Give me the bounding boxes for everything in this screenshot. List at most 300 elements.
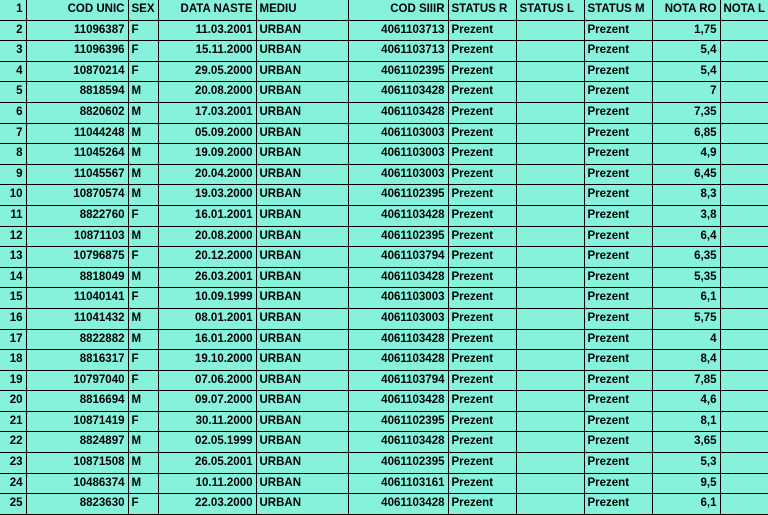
cell-status_l[interactable] <box>516 102 584 123</box>
cell-status_m[interactable]: Prezent <box>584 41 652 62</box>
cell-status_m[interactable]: Prezent <box>584 308 652 329</box>
cell-status_r[interactable]: Prezent <box>448 391 516 412</box>
table-row[interactable] <box>0 411 768 432</box>
cell-cod_siiir[interactable]: 4061102395 <box>348 61 448 82</box>
table-row[interactable] <box>0 20 768 41</box>
cell-data_nasterii[interactable]: 02.05.1999 <box>158 432 256 453</box>
cell-nota_l[interactable] <box>720 432 768 453</box>
cell-mediu[interactable]: URBAN <box>256 82 348 103</box>
cell-status_m[interactable]: Prezent <box>584 329 652 350</box>
cell-cod_unic[interactable]: 8822882 <box>26 329 128 350</box>
row-number[interactable]: 24 <box>0 473 26 494</box>
cell-sex[interactable]: M <box>128 123 158 144</box>
row-number-header[interactable]: 1 <box>0 0 26 20</box>
cell-cod_unic[interactable]: 10486374 <box>26 473 128 494</box>
cell-cod_unic[interactable]: 10870574 <box>26 185 128 206</box>
cell-cod_unic[interactable]: 11045264 <box>26 144 128 165</box>
cell-mediu[interactable]: URBAN <box>256 144 348 165</box>
cell-cod_siiir[interactable]: 4061103003 <box>348 123 448 144</box>
cell-status_m[interactable]: Prezent <box>584 288 652 309</box>
cell-status_l[interactable] <box>516 205 584 226</box>
cell-nota_l[interactable] <box>720 61 768 82</box>
table-row[interactable] <box>0 391 768 412</box>
cell-sex[interactable]: F <box>128 350 158 371</box>
cell-sex[interactable]: F <box>128 41 158 62</box>
cell-status_m[interactable]: Prezent <box>584 144 652 165</box>
cell-cod_unic[interactable]: 8820602 <box>26 102 128 123</box>
table-row[interactable] <box>0 370 768 391</box>
row-number[interactable]: 22 <box>0 432 26 453</box>
cell-status_r[interactable]: Prezent <box>448 453 516 474</box>
cell-status_r[interactable]: Prezent <box>448 247 516 268</box>
cell-data_nasterii[interactable]: 15.11.2000 <box>158 41 256 62</box>
cell-nota_l[interactable] <box>720 391 768 412</box>
cell-mediu[interactable]: URBAN <box>256 370 348 391</box>
cell-cod_siiir[interactable]: 4061103428 <box>348 391 448 412</box>
column-header-mediu[interactable]: MEDIU <box>256 0 348 20</box>
cell-status_r[interactable]: Prezent <box>448 473 516 494</box>
row-number[interactable]: 17 <box>0 329 26 350</box>
cell-nota_l[interactable] <box>720 185 768 206</box>
cell-data_nasterii[interactable]: 10.09.1999 <box>158 288 256 309</box>
cell-nota_l[interactable] <box>720 102 768 123</box>
cell-status_r[interactable]: Prezent <box>448 329 516 350</box>
cell-mediu[interactable]: URBAN <box>256 329 348 350</box>
cell-status_m[interactable]: Prezent <box>584 185 652 206</box>
cell-status_r[interactable]: Prezent <box>448 308 516 329</box>
cell-status_r[interactable]: Prezent <box>448 370 516 391</box>
cell-nota_l[interactable] <box>720 453 768 474</box>
cell-cod_siiir[interactable]: 4061103003 <box>348 308 448 329</box>
cell-status_m[interactable]: Prezent <box>584 391 652 412</box>
cell-sex[interactable]: M <box>128 82 158 103</box>
cell-status_l[interactable] <box>516 432 584 453</box>
cell-cod_siiir[interactable]: 4061103428 <box>348 494 448 515</box>
cell-cod_unic[interactable]: 10871508 <box>26 453 128 474</box>
cell-cod_siiir[interactable]: 4061102395 <box>348 453 448 474</box>
cell-sex[interactable]: M <box>128 102 158 123</box>
cell-nota_ro[interactable]: 8,3 <box>652 185 720 206</box>
cell-status_m[interactable]: Prezent <box>584 453 652 474</box>
cell-nota_ro[interactable]: 6,1 <box>652 494 720 515</box>
cell-status_l[interactable] <box>516 411 584 432</box>
cell-cod_siiir[interactable]: 4061103428 <box>348 82 448 103</box>
cell-cod_siiir[interactable]: 4061102395 <box>348 185 448 206</box>
cell-data_nasterii[interactable]: 20.08.2000 <box>158 226 256 247</box>
cell-status_r[interactable]: Prezent <box>448 102 516 123</box>
cell-sex[interactable]: M <box>128 329 158 350</box>
cell-status_r[interactable]: Prezent <box>448 494 516 515</box>
cell-nota_l[interactable] <box>720 411 768 432</box>
table-row[interactable] <box>0 164 768 185</box>
table-row[interactable] <box>0 494 768 515</box>
cell-sex[interactable]: M <box>128 185 158 206</box>
cell-status_r[interactable]: Prezent <box>448 411 516 432</box>
cell-status_l[interactable] <box>516 185 584 206</box>
cell-cod_unic[interactable]: 8823630 <box>26 494 128 515</box>
table-row[interactable] <box>0 267 768 288</box>
cell-data_nasterii[interactable]: 05.09.2000 <box>158 123 256 144</box>
cell-status_l[interactable] <box>516 453 584 474</box>
table-row[interactable] <box>0 61 768 82</box>
row-number[interactable]: 16 <box>0 308 26 329</box>
table-row[interactable] <box>0 82 768 103</box>
cell-sex[interactable]: M <box>128 226 158 247</box>
cell-nota_l[interactable] <box>720 226 768 247</box>
column-header-row <box>0 0 768 20</box>
cell-cod_unic[interactable]: 10870214 <box>26 61 128 82</box>
cell-status_l[interactable] <box>516 370 584 391</box>
cell-status_m[interactable]: Prezent <box>584 123 652 144</box>
cell-mediu[interactable]: URBAN <box>256 226 348 247</box>
cell-status_r[interactable]: Prezent <box>448 350 516 371</box>
cell-sex[interactable]: M <box>128 164 158 185</box>
cell-data_nasterii[interactable]: 07.06.2000 <box>158 370 256 391</box>
cell-nota_l[interactable] <box>720 370 768 391</box>
row-number[interactable]: 8 <box>0 144 26 165</box>
cell-status_m[interactable]: Prezent <box>584 82 652 103</box>
table-row[interactable] <box>0 329 768 350</box>
cell-status_l[interactable] <box>516 308 584 329</box>
cell-data_nasterii[interactable]: 20.12.2000 <box>158 247 256 268</box>
cell-nota_ro[interactable]: 6,4 <box>652 226 720 247</box>
row-number[interactable]: 19 <box>0 370 26 391</box>
cell-nota_l[interactable] <box>720 329 768 350</box>
cell-cod_siiir[interactable]: 4061103003 <box>348 288 448 309</box>
cell-data_nasterii[interactable]: 16.01.2000 <box>158 329 256 350</box>
cell-mediu[interactable]: URBAN <box>256 102 348 123</box>
cell-cod_siiir[interactable]: 4061103161 <box>348 473 448 494</box>
cell-nota_ro[interactable]: 3,65 <box>652 432 720 453</box>
cell-data_nasterii[interactable]: 26.03.2001 <box>158 267 256 288</box>
cell-nota_ro[interactable]: 6,45 <box>652 164 720 185</box>
cell-cod_unic[interactable]: 11096387 <box>26 20 128 41</box>
cell-status_m[interactable]: Prezent <box>584 20 652 41</box>
cell-cod_unic[interactable]: 11041432 <box>26 308 128 329</box>
column-header-nota_ro[interactable]: NOTA RO <box>652 0 720 20</box>
cell-sex[interactable]: F <box>128 494 158 515</box>
row-number[interactable]: 4 <box>0 61 26 82</box>
cell-nota_ro[interactable]: 3,8 <box>652 205 720 226</box>
cell-status_l[interactable] <box>516 226 584 247</box>
cell-cod_unic[interactable]: 8822760 <box>26 205 128 226</box>
cell-data_nasterii[interactable]: 19.10.2000 <box>158 350 256 371</box>
cell-nota_ro[interactable]: 8,4 <box>652 350 720 371</box>
row-number[interactable]: 5 <box>0 82 26 103</box>
cell-status_l[interactable] <box>516 41 584 62</box>
cell-status_m[interactable]: Prezent <box>584 102 652 123</box>
cell-status_l[interactable] <box>516 123 584 144</box>
cell-cod_unic[interactable]: 8816317 <box>26 350 128 371</box>
cell-sex[interactable]: F <box>128 247 158 268</box>
cell-status_l[interactable] <box>516 350 584 371</box>
cell-data_nasterii[interactable]: 09.07.2000 <box>158 391 256 412</box>
cell-cod_siiir[interactable]: 4061103428 <box>348 267 448 288</box>
cell-cod_unic[interactable]: 8818594 <box>26 82 128 103</box>
cell-sex[interactable]: F <box>128 205 158 226</box>
cell-status_m[interactable]: Prezent <box>584 350 652 371</box>
cell-data_nasterii[interactable]: 17.03.2001 <box>158 102 256 123</box>
cell-nota_ro[interactable]: 6,85 <box>652 123 720 144</box>
cell-status_r[interactable]: Prezent <box>448 267 516 288</box>
row-number[interactable]: 6 <box>0 102 26 123</box>
row-number[interactable]: 15 <box>0 288 26 309</box>
cell-mediu[interactable]: URBAN <box>256 350 348 371</box>
cell-nota_l[interactable] <box>720 267 768 288</box>
cell-status_r[interactable]: Prezent <box>448 205 516 226</box>
cell-nota_l[interactable] <box>720 164 768 185</box>
cell-nota_l[interactable] <box>720 308 768 329</box>
cell-mediu[interactable]: URBAN <box>256 185 348 206</box>
row-number[interactable]: 14 <box>0 267 26 288</box>
cell-data_nasterii[interactable]: 29.05.2000 <box>158 61 256 82</box>
cell-status_r[interactable]: Prezent <box>448 432 516 453</box>
cell-status_l[interactable] <box>516 391 584 412</box>
cell-nota_ro[interactable]: 5,4 <box>652 61 720 82</box>
table-row[interactable] <box>0 205 768 226</box>
cell-status_m[interactable]: Prezent <box>584 432 652 453</box>
row-number[interactable]: 20 <box>0 391 26 412</box>
cell-status_l[interactable] <box>516 494 584 515</box>
cell-cod_siiir[interactable]: 4061103428 <box>348 350 448 371</box>
cell-nota_ro[interactable]: 4,6 <box>652 391 720 412</box>
cell-mediu[interactable]: URBAN <box>256 20 348 41</box>
cell-cod_unic[interactable]: 11040141 <box>26 288 128 309</box>
cell-sex[interactable]: M <box>128 473 158 494</box>
cell-cod_unic[interactable]: 11096396 <box>26 41 128 62</box>
cell-status_r[interactable]: Prezent <box>448 185 516 206</box>
table-row[interactable] <box>0 247 768 268</box>
cell-sex[interactable]: M <box>128 391 158 412</box>
cell-data_nasterii[interactable]: 20.04.2000 <box>158 164 256 185</box>
table-row[interactable] <box>0 144 768 165</box>
table-row[interactable] <box>0 102 768 123</box>
cell-nota_ro[interactable]: 8,1 <box>652 411 720 432</box>
cell-data_nasterii[interactable]: 16.01.2001 <box>158 205 256 226</box>
row-number[interactable]: 10 <box>0 185 26 206</box>
cell-status_m[interactable]: Prezent <box>584 205 652 226</box>
column-header-cod_siiir[interactable]: COD SIIIR <box>348 0 448 20</box>
cell-nota_ro[interactable]: 6,1 <box>652 288 720 309</box>
table-row[interactable] <box>0 41 768 62</box>
cell-cod_unic[interactable]: 10797040 <box>26 370 128 391</box>
cell-sex[interactable]: M <box>128 432 158 453</box>
cell-cod_unic[interactable]: 10871419 <box>26 411 128 432</box>
cell-data_nasterii[interactable]: 26.05.2001 <box>158 453 256 474</box>
row-number[interactable]: 9 <box>0 164 26 185</box>
cell-cod_siiir[interactable]: 4061103428 <box>348 102 448 123</box>
cell-cod_siiir[interactable]: 4061103794 <box>348 247 448 268</box>
cell-status_m[interactable]: Prezent <box>584 247 652 268</box>
cell-status_m[interactable]: Prezent <box>584 494 652 515</box>
table-row[interactable] <box>0 432 768 453</box>
cell-nota_l[interactable] <box>720 144 768 165</box>
cell-mediu[interactable]: URBAN <box>256 432 348 453</box>
cell-cod_siiir[interactable]: 4061103713 <box>348 41 448 62</box>
cell-sex[interactable]: F <box>128 288 158 309</box>
cell-status_r[interactable]: Prezent <box>448 123 516 144</box>
cell-nota_l[interactable] <box>720 20 768 41</box>
table-row[interactable] <box>0 288 768 309</box>
column-header-cod_unic[interactable]: COD UNIC <box>26 0 128 20</box>
cell-sex[interactable]: M <box>128 144 158 165</box>
cell-status_m[interactable]: Prezent <box>584 61 652 82</box>
cell-status_l[interactable] <box>516 144 584 165</box>
row-number[interactable]: 12 <box>0 226 26 247</box>
cell-status_m[interactable]: Prezent <box>584 473 652 494</box>
cell-status_r[interactable]: Prezent <box>448 41 516 62</box>
cell-status_l[interactable] <box>516 82 584 103</box>
row-number[interactable]: 23 <box>0 453 26 474</box>
cell-cod_siiir[interactable]: 4061103428 <box>348 432 448 453</box>
cell-status_m[interactable]: Prezent <box>584 226 652 247</box>
cell-data_nasterii[interactable]: 20.08.2000 <box>158 82 256 103</box>
table-row[interactable] <box>0 350 768 371</box>
cell-status_l[interactable] <box>516 288 584 309</box>
cell-nota_l[interactable] <box>720 494 768 515</box>
cell-nota_l[interactable] <box>720 41 768 62</box>
cell-data_nasterii[interactable]: 19.03.2000 <box>158 185 256 206</box>
cell-mediu[interactable]: URBAN <box>256 288 348 309</box>
cell-status_l[interactable] <box>516 20 584 41</box>
cell-cod_unic[interactable]: 10796875 <box>26 247 128 268</box>
cell-cod_siiir[interactable]: 4061102395 <box>348 411 448 432</box>
cell-cod_unic[interactable]: 8818049 <box>26 267 128 288</box>
cell-sex[interactable]: F <box>128 411 158 432</box>
cell-mediu[interactable]: URBAN <box>256 391 348 412</box>
cell-cod_unic[interactable]: 8824897 <box>26 432 128 453</box>
cell-status_r[interactable]: Prezent <box>448 226 516 247</box>
column-header-status_m[interactable]: STATUS M <box>584 0 652 20</box>
cell-data_nasterii[interactable]: 30.11.2000 <box>158 411 256 432</box>
cell-sex[interactable]: F <box>128 61 158 82</box>
cell-cod_siiir[interactable]: 4061102395 <box>348 226 448 247</box>
cell-data_nasterii[interactable]: 10.11.2000 <box>158 473 256 494</box>
column-header-status_r[interactable]: STATUS R <box>448 0 516 20</box>
cell-nota_ro[interactable]: 5,35 <box>652 267 720 288</box>
cell-sex[interactable]: M <box>128 267 158 288</box>
column-header-sex[interactable]: SEX <box>128 0 158 20</box>
cell-status_l[interactable] <box>516 329 584 350</box>
cell-status_m[interactable]: Prezent <box>584 411 652 432</box>
cell-nota_l[interactable] <box>720 82 768 103</box>
cell-cod_siiir[interactable]: 4061103794 <box>348 370 448 391</box>
cell-data_nasterii[interactable]: 08.01.2001 <box>158 308 256 329</box>
row-number[interactable]: 11 <box>0 205 26 226</box>
column-header-status_l[interactable]: STATUS L <box>516 0 584 20</box>
cell-nota_ro[interactable]: 5,3 <box>652 453 720 474</box>
cell-status_r[interactable]: Prezent <box>448 82 516 103</box>
cell-mediu[interactable]: URBAN <box>256 453 348 474</box>
column-header-data_nasterii[interactable]: DATA NASTE <box>158 0 256 20</box>
cell-nota_ro[interactable]: 4 <box>652 329 720 350</box>
cell-status_r[interactable]: Prezent <box>448 61 516 82</box>
cell-nota_ro[interactable]: 9,5 <box>652 473 720 494</box>
cell-mediu[interactable]: URBAN <box>256 247 348 268</box>
cell-status_l[interactable] <box>516 61 584 82</box>
column-header-nota_l[interactable]: NOTA L <box>720 0 768 20</box>
cell-cod_siiir[interactable]: 4061103003 <box>348 144 448 165</box>
table-row[interactable] <box>0 308 768 329</box>
cell-nota_l[interactable] <box>720 205 768 226</box>
cell-cod_unic[interactable]: 11045567 <box>26 164 128 185</box>
cell-cod_unic[interactable]: 11044248 <box>26 123 128 144</box>
cell-nota_ro[interactable]: 7,85 <box>652 370 720 391</box>
cell-status_r[interactable]: Prezent <box>448 164 516 185</box>
cell-cod_siiir[interactable]: 4061103428 <box>348 329 448 350</box>
cell-cod_siiir[interactable]: 4061103003 <box>348 164 448 185</box>
cell-mediu[interactable]: URBAN <box>256 494 348 515</box>
cell-nota_ro[interactable]: 1,75 <box>652 20 720 41</box>
row-number[interactable]: 25 <box>0 494 26 515</box>
row-number[interactable]: 3 <box>0 41 26 62</box>
table-row[interactable] <box>0 473 768 494</box>
row-number[interactable]: 2 <box>0 20 26 41</box>
cell-cod_siiir[interactable]: 4061103713 <box>348 20 448 41</box>
cell-status_r[interactable]: Prezent <box>448 20 516 41</box>
cell-nota_ro[interactable]: 7 <box>652 82 720 103</box>
cell-data_nasterii[interactable]: 11.03.2001 <box>158 20 256 41</box>
cell-nota_l[interactable] <box>720 473 768 494</box>
table-row[interactable] <box>0 226 768 247</box>
cell-status_m[interactable]: Prezent <box>584 267 652 288</box>
cell-mediu[interactable]: URBAN <box>256 164 348 185</box>
cell-mediu[interactable]: URBAN <box>256 473 348 494</box>
cell-nota_ro[interactable]: 5,75 <box>652 308 720 329</box>
cell-mediu[interactable]: URBAN <box>256 41 348 62</box>
cell-nota_l[interactable] <box>720 247 768 268</box>
cell-cod_unic[interactable]: 8816694 <box>26 391 128 412</box>
cell-status_r[interactable]: Prezent <box>448 144 516 165</box>
cell-data_nasterii[interactable]: 19.09.2000 <box>158 144 256 165</box>
cell-mediu[interactable]: URBAN <box>256 123 348 144</box>
cell-nota_l[interactable] <box>720 288 768 309</box>
cell-nota_ro[interactable]: 4,9 <box>652 144 720 165</box>
cell-nota_ro[interactable]: 6,35 <box>652 247 720 268</box>
cell-cod_siiir[interactable]: 4061103428 <box>348 205 448 226</box>
row-number[interactable]: 7 <box>0 123 26 144</box>
cell-data_nasterii[interactable]: 22.03.2000 <box>158 494 256 515</box>
cell-status_l[interactable] <box>516 164 584 185</box>
table-row[interactable] <box>0 453 768 474</box>
row-number[interactable]: 21 <box>0 411 26 432</box>
cell-mediu[interactable]: URBAN <box>256 205 348 226</box>
cell-nota_l[interactable] <box>720 350 768 371</box>
cell-status_l[interactable] <box>516 267 584 288</box>
cell-mediu[interactable]: URBAN <box>256 411 348 432</box>
cell-mediu[interactable]: URBAN <box>256 61 348 82</box>
cell-nota_ro[interactable]: 5,4 <box>652 41 720 62</box>
row-number[interactable]: 18 <box>0 350 26 371</box>
cell-status_l[interactable] <box>516 473 584 494</box>
cell-mediu[interactable]: URBAN <box>256 308 348 329</box>
cell-sex[interactable]: M <box>128 308 158 329</box>
cell-cod_unic[interactable]: 10871103 <box>26 226 128 247</box>
cell-status_m[interactable]: Prezent <box>584 370 652 391</box>
cell-mediu[interactable]: URBAN <box>256 267 348 288</box>
table-row[interactable] <box>0 185 768 206</box>
table-row[interactable] <box>0 123 768 144</box>
cell-sex[interactable]: M <box>128 453 158 474</box>
cell-status_l[interactable] <box>516 247 584 268</box>
row-number[interactable]: 13 <box>0 247 26 268</box>
cell-sex[interactable]: F <box>128 370 158 391</box>
cell-nota_l[interactable] <box>720 123 768 144</box>
cell-sex[interactable]: F <box>128 20 158 41</box>
cell-nota_ro[interactable]: 7,35 <box>652 102 720 123</box>
cell-status_r[interactable]: Prezent <box>448 288 516 309</box>
cell-status_m[interactable]: Prezent <box>584 164 652 185</box>
